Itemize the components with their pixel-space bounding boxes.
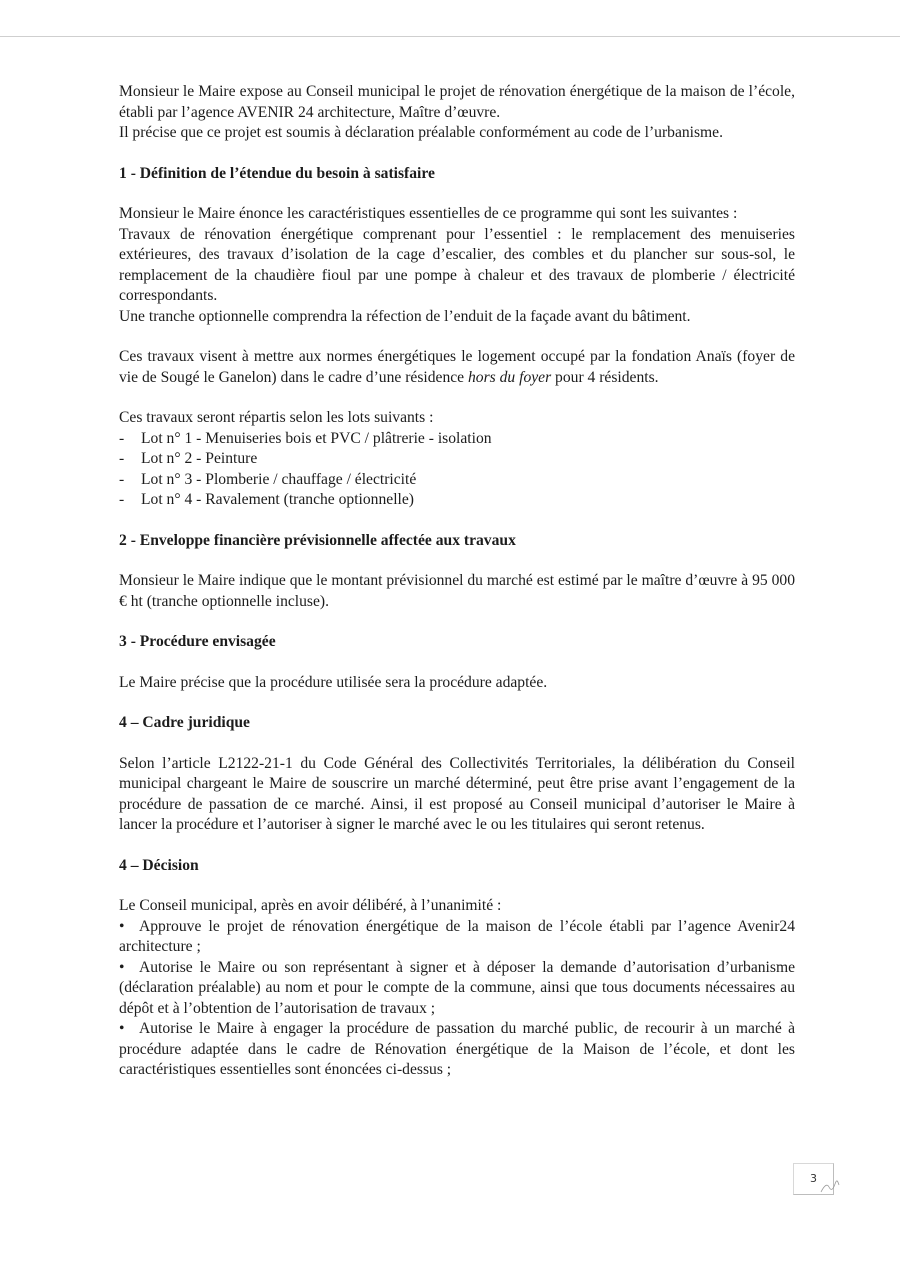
document-body <box>119 82 795 1081</box>
bullet-text: Autorise le Maire à engager la procédure de passation du marché public, de recourir à un marché à procédure adaptée dans le cadre de Rénovation énergétique de la Maison de l’école, et dont les caractéristiques essentielles sont énoncées ci-dessus ; <box>119 1020 795 1078</box>
p4-italic-text: hors du foyer <box>467 368 552 386</box>
section-1-paragraph-1: Monsieur le Maire énonce les caractéristiques essentielles de ce programme qui sont les suivantes : <box>119 205 738 222</box>
bullet-text: Approuve le projet de rénovation énergétique de la maison de l’école établi par l’agence Avenir24 architecture ; <box>119 917 795 955</box>
lots-list <box>119 429 795 511</box>
initials-scribble-icon <box>820 1180 840 1194</box>
decision-bullet-2: • Autorise le Maire ou son représentant à signer et à déposer la demande d’autorisation d’urbanisme (déclaration préalable) au nom et pour le compte de la commune, ainsi que tous documents nécessaires au dépôt et à l’obtention de l’autorisation de travaux ; <box>119 958 795 1017</box>
list-item: - Lot n° 4 - Ravalement (tranche optionnelle) <box>119 490 795 511</box>
section-5-paragraph-1: Le Conseil municipal, après en avoir délibéré, à l’unanimité : <box>119 897 502 914</box>
section-3-paragraph-1: Le Maire précise que la procédure utilisée sera la procédure adaptée. <box>119 673 548 691</box>
section-3-heading: 3 - Procédure envisagée <box>119 633 276 650</box>
section-5-heading: 4 – Décision <box>119 856 199 874</box>
decision-bullet-1: • Approuve le projet de rénovation énergétique de la maison de l’école établi par l’agence Avenir24 architecture ; <box>119 917 795 955</box>
top-rule <box>0 36 900 37</box>
intro-paragraph-1: Monsieur le Maire expose au Conseil municipal le projet de rénovation énergétique de la maison de l’école, établi par l’agence AVENIR 24 architecture, Maître d’œuvre. <box>119 83 795 121</box>
list-item: - Lot n° 1 - Menuiseries bois et PVC / plâtrerie - isolation <box>119 429 795 450</box>
section-4-heading: 4 – Cadre juridique <box>119 714 250 731</box>
section-4-paragraph-1: Selon l’article L2122-21-1 du Code Général des Collectivités Territoriales, la délibération du Conseil municipal chargeant le Maire de souscrire un marché déterminé, peut être prise avant l’engagement de la procédure de passation de ce marché. Ainsi, il est proposé au Conseil municipal d’autoriser le Maire à lancer la procédure et l’autoriser à signer le marché avec le ou les titulaires qui seront retenus. <box>119 754 795 833</box>
bullet-text: Autorise le Maire ou son représentant à signer et à déposer la demande d’autorisation d’urbanisme (déclaration préalable) au nom et pour le compte de la commune, ainsi que tous documents nécessaires au dépôt et à l’obtention de l’autorisation de travaux ; <box>119 958 795 1017</box>
list-item: - Lot n° 3 - Plomberie / chauffage / électricité <box>119 470 795 491</box>
section-2-paragraph-1: Monsieur le Maire indique que le montant prévisionnel du marché est estimé par le maître d’œuvre à 95 000 € ht (tranche optionnelle incluse). <box>119 572 795 610</box>
p4-text-before: Ces travaux visent à mettre aux normes énergétiques le logement occupé par la fondation Anaïs (foyer de vie de Sougé le Ganelon) dans le cadre d’une résidence <box>119 348 795 386</box>
section-2-heading: 2 - Enveloppe financière prévisionnelle affectée aux travaux <box>119 531 516 549</box>
section-1-paragraph-3: Une tranche optionnelle comprendra la réfection de l’enduit de la façade avant du bâtiment. <box>119 307 691 325</box>
intro-paragraph-2: Il précise que ce projet est soumis à déclaration préalable conformément au code de l’urbanisme. <box>119 124 724 141</box>
list-item: - Lot n° 2 - Peinture <box>119 449 795 470</box>
section-1-paragraph-5: Ces travaux seront répartis selon les lots suivants : <box>119 409 434 426</box>
section-1-paragraph-4 <box>119 347 795 388</box>
section-1-paragraph-2: Travaux de rénovation énergétique comprenant pour l’essentiel : le remplacement des menuiseries extérieures, des travaux d’isolation de la cage d’escalier, des combles et du plancher sur sous-sol, le remplacement de la chaudière fioul par une pompe à chaleur et des travaux de plomberie / électricité correspondants. <box>119 225 795 304</box>
decision-bullet-3: • Autorise le Maire à engager la procédure de passation du marché public, de recourir à un marché à procédure adaptée dans le cadre de Rénovation énergétique de la Maison de l’école, et dont les caractéristiques essentielles sont énoncées ci-dessus ; <box>119 1020 795 1078</box>
page-number: 3 <box>810 1172 817 1185</box>
p4-text-after: pour 4 résidents. <box>551 368 659 386</box>
section-1-heading: 1 - Définition de l’étendue du besoin à satisfaire <box>119 164 435 182</box>
